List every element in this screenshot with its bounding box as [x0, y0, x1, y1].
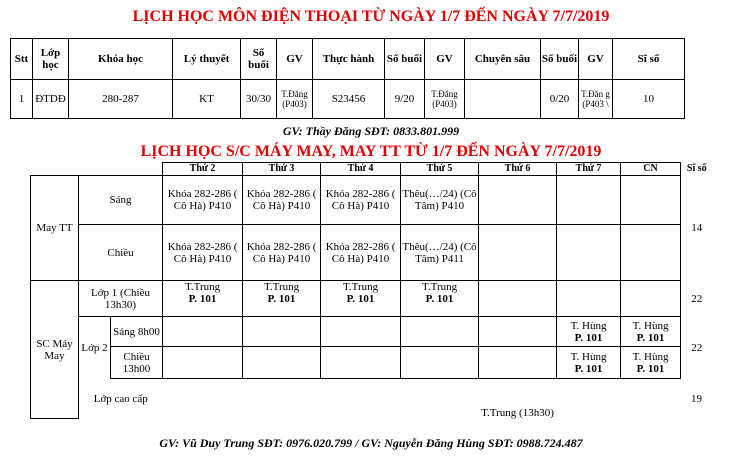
teacher-name: T.Trung	[263, 281, 300, 293]
teacher-name: T.Trung (13h30)	[481, 406, 554, 419]
cell-so-buoi: 9/20	[385, 80, 425, 119]
cell-lop: ĐTDĐ	[33, 80, 69, 119]
si-so-cell: 14	[691, 222, 703, 234]
schedule-cell	[479, 225, 557, 281]
room-label: P. 101	[636, 362, 665, 375]
room-label: P. 101	[425, 293, 454, 305]
cell-so-buoi: 30/30	[241, 80, 277, 119]
teacher-note: GV: Vũ Duy Trung SĐT: 0976.020.799 / GV: Nguyễn Đăng Hùng SĐT: 0988.724.487	[159, 436, 583, 450]
class-label: Lớp 1 (Chiều 13h30)	[79, 281, 163, 317]
page-title: LỊCH HỌC MÔN ĐIỆN THOẠI TỪ NGÀY 1/7 ĐẾN NGÀY 7/7/2019	[132, 8, 610, 25]
cell-gv: T.Đăng (P403)	[277, 80, 313, 119]
schedule-cell: Thêu(…/24) (Cô Tâm) P410	[401, 176, 479, 225]
class-label: Lớp cao cấp	[93, 392, 148, 405]
col-header: Số buổi	[241, 39, 277, 80]
day-header: Thứ 4	[321, 163, 401, 176]
schedule-cell: Khóa 282-286 ( Cô Hà) P410	[243, 225, 321, 281]
section-title: LỊCH HỌC S/C MÁY MAY, MAY TT TỪ 1/7 ĐẾN NGÀY 7/7/2019	[140, 143, 602, 160]
room-label: P. 101	[346, 293, 375, 305]
col-header: GV	[579, 39, 613, 80]
col-header: Lớp học	[33, 39, 69, 80]
session-label: Chiều 13h00	[111, 347, 163, 379]
schedule-cell: Khóa 282-286 ( Cô Hà) P410	[163, 176, 243, 225]
schedule-cell	[479, 281, 557, 317]
schedule-cell: Khóa 282-286 ( Cô Hà) P410	[321, 176, 401, 225]
cell-khoa: 280-287	[69, 80, 173, 119]
schedule-cell	[621, 225, 681, 281]
cell-ly-thuyet: KT	[173, 80, 241, 119]
cell-stt: 1	[11, 80, 33, 119]
day-header: Thứ 6	[479, 163, 557, 176]
schedule-cell	[557, 225, 621, 281]
teacher-name: T.Trung	[184, 281, 221, 293]
si-so-cell: 22	[691, 341, 703, 354]
si-so-cell: 22	[691, 292, 703, 305]
table-header-row	[11, 39, 685, 80]
cell-gv: T.Đăng (P403)	[425, 80, 465, 119]
col-header: Sĩ số	[613, 39, 685, 80]
table-header-row	[31, 163, 713, 176]
schedule-cell	[557, 281, 621, 317]
schedule-cell	[479, 176, 557, 225]
day-header: Thứ 3	[243, 163, 321, 176]
day-header: Thứ 7	[557, 163, 621, 176]
schedule-cell: Khóa 282-286 ( Cô Hà) P410	[243, 176, 321, 225]
col-header: Stt	[11, 39, 33, 80]
col-header: GV	[425, 39, 465, 80]
session-label: Chiều	[79, 225, 163, 281]
cell-thuc-hanh: S23456	[313, 80, 385, 119]
room-label: P. 101	[267, 293, 296, 305]
room-label: P. 101	[574, 331, 603, 344]
table-row	[31, 347, 713, 379]
room-label: P. 101	[188, 293, 217, 305]
group-label: SC Máy May	[31, 281, 79, 419]
teacher-name: T. Hùng	[632, 350, 669, 363]
col-header: Chuyên sâu	[465, 39, 541, 80]
room-label: P. 101	[636, 331, 665, 344]
schedule-cell	[557, 176, 621, 225]
table-row	[31, 317, 713, 347]
teacher-name: T.Trung	[421, 281, 458, 293]
col-header: Thực hành	[313, 39, 385, 80]
day-header: Thứ 2	[163, 163, 243, 176]
phone-class-table	[10, 38, 685, 119]
cell-chuyen-sau	[465, 80, 541, 119]
schedule-cell	[621, 176, 681, 225]
session-label: Sáng	[79, 176, 163, 225]
si-so-cell: 19	[691, 392, 703, 405]
schedule-cell	[621, 281, 681, 317]
session-label: Sáng 8h00	[111, 317, 163, 347]
cell-gv: T.Đăn g (P403 \	[579, 80, 613, 119]
table-row	[31, 176, 713, 225]
group-label: May TT	[31, 176, 79, 281]
day-header: Sĩ số	[686, 163, 707, 174]
schedule-cell: Khóa 282-286 ( Cô Hà) P410	[321, 225, 401, 281]
sewing-schedule-table	[30, 162, 713, 419]
cell-so-buoi: 0/20	[541, 80, 579, 119]
teacher-name: T. Hùng	[570, 319, 607, 332]
day-header: CN	[621, 163, 681, 176]
table-row	[31, 225, 713, 281]
day-header: Thứ 5	[401, 163, 479, 176]
teacher-name: T. Hùng	[632, 319, 669, 332]
table-row	[31, 281, 713, 317]
cell-si-so: 10	[613, 80, 685, 119]
col-header: GV	[277, 39, 313, 80]
col-header: Số buổi	[385, 39, 425, 80]
table-row	[31, 379, 713, 419]
table-row	[11, 80, 685, 119]
col-header: Số buổi	[541, 39, 579, 80]
room-label: P. 101	[574, 362, 603, 375]
class-label: Lớp 2	[81, 341, 108, 354]
col-header: Lý thuyết	[173, 39, 241, 80]
schedule-cell: Thêu(…/24) (Cô Tâm) P411	[401, 225, 479, 281]
teacher-name: T. Hùng	[570, 350, 607, 363]
schedule-cell: Khóa 282-286 ( Cô Hà) P410	[163, 225, 243, 281]
teacher-note: GV: Thầy Đăng SĐT: 0833.801.999	[282, 124, 460, 138]
col-header: Khóa học	[69, 39, 173, 80]
teacher-name: T.Trung	[342, 281, 379, 293]
